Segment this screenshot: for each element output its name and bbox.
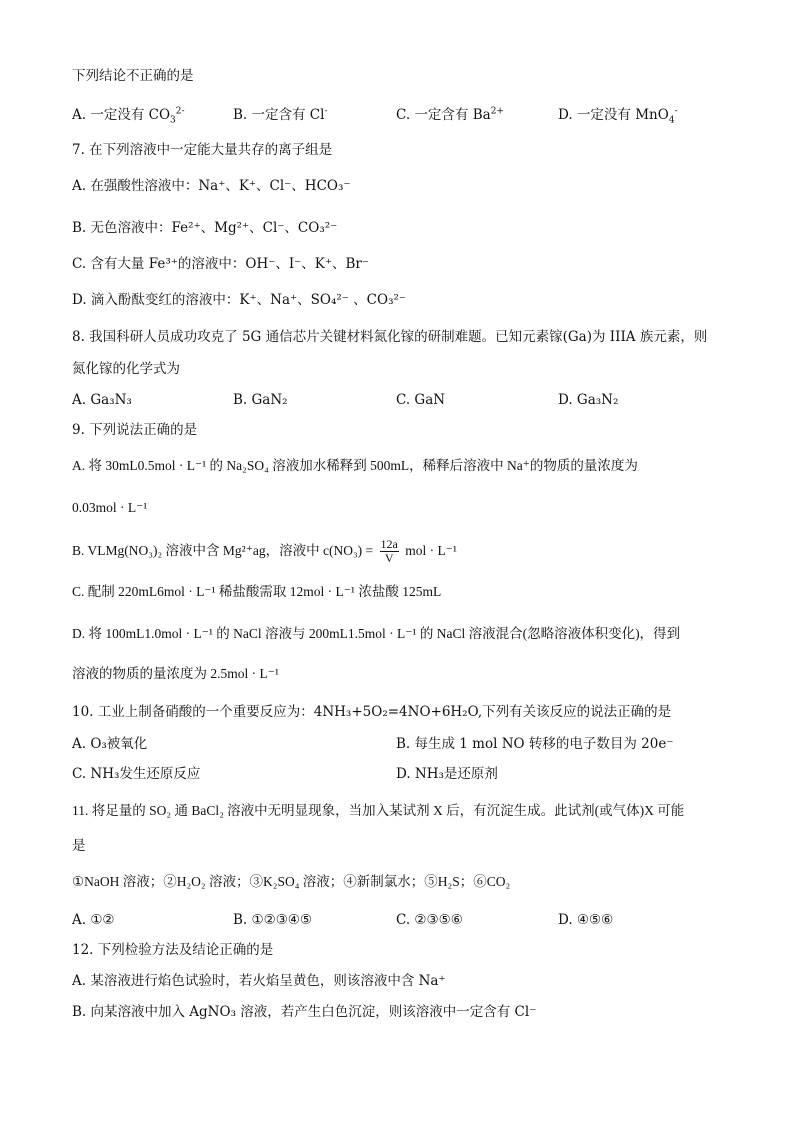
q7-option-d: D. 滴入酚酞变红的溶液中：K⁺、Na⁺、SO₄²⁻ 、CO₃²⁻: [72, 292, 407, 308]
q9-option-b: B. VLMg(NO₃)₂ 溶液中含 Mg²⁺ag，溶液中 c(NO₃) = $\frac{12a}{V}$ mol · L⁻¹: [72, 537, 457, 566]
q8-stem-line1: 8. 我国科研人员成功攻克了 5G 通信芯片关键材料氮化镓的研制难题。已知元素镓(Ga)为 IIIA 族元素，则: [72, 329, 708, 345]
q6-option-b: B. 一定含有 Cl-: [233, 106, 328, 123]
q6-option-c: C. 一定含有 $Ba^{2+}$: [396, 106, 504, 123]
q6-question-tail: 下列结论不正确的是: [72, 68, 194, 84]
q8-option-c: C. GaN: [396, 392, 446, 408]
q11-reagent-list: ①NaOH 溶液；②H₂O₂ 溶液；③K₂SO₄ 溶液；④新制氯水；⑤H₂S；⑥CO₂: [72, 874, 511, 889]
q7-option-a: A. 在强酸性溶液中：Na⁺、K⁺、Cl⁻、HCO₃⁻: [72, 178, 351, 194]
q9-option-c: C. 配制 220mL6mol · L⁻¹ 稀盐酸需取 12mol · L⁻¹ 浓盐酸 125mL: [72, 584, 442, 599]
q10-option-c: C. NH₃发生还原反应: [72, 766, 201, 782]
q10-option-b: B. 每生成 1 mol NO 转移的电子数目为 20e⁻: [396, 736, 674, 752]
q10-option-a: A. O₃被氧化: [72, 736, 148, 752]
q11-stem-line1: 11. 将足量的 SO₂ 通 BaCl₂ 溶液中无明显现象，当加入某试剂 X 后，有沉淀生成。此试剂(或气体)X 可能: [72, 803, 685, 818]
q10-stem: 10. 工业上制备硝酸的一个重要反应为：4NH₃+5O₂=4NO+6H₂O,下列有关该反应的说法正确的是: [72, 704, 672, 720]
q12-option-b: B. 向某溶液中加入 AgNO₃ 溶液，若产生白色沉淀，则该溶液中一定含有 Cl⁻: [72, 1004, 537, 1020]
q8-stem-line2: 氮化镓的化学式为: [72, 361, 180, 377]
q6-option-a: A. 一定没有 $CO_3^{2-}$: [72, 106, 185, 126]
q9-stem: 9. 下列说法正确的是: [72, 422, 198, 438]
q10-option-d: D. NH₃是还原剂: [396, 766, 498, 782]
q7-option-b: B. 无色溶液中：Fe²⁺、Mg²⁺、Cl⁻、CO₃²⁻: [72, 220, 338, 236]
q12-stem: 12. 下列检验方法及结论正确的是: [72, 942, 274, 958]
q9-option-a-line1: A. 将 30mL0.5mol · L⁻¹ 的 Na₂SO₄ 溶液加水稀释到 500mL，稀释后溶液中 Na⁺的物质的量浓度为: [72, 458, 638, 473]
q11-option-a: A. ①②: [72, 912, 115, 928]
q8-option-d: D. Ga₃N₂: [558, 392, 619, 408]
q6-option-d: D. 一定没有 MnO$_4$-: [558, 106, 678, 126]
q9-option-d-line1: D. 将 100mL1.0mol · L⁻¹ 的 NaCl 溶液与 200mL1.5mol · L⁻¹ 的 NaCl 溶液混合(忽略溶液体积变化)，得到: [72, 626, 681, 641]
q8-option-a: A. Ga₃N₃: [72, 392, 132, 408]
q11-option-b: B. ①②③④⑤: [233, 912, 313, 928]
q12-option-a: A. 某溶液进行焰色试验时，若火焰呈黄色，则该溶液中含 Na⁺: [72, 973, 446, 989]
q11-option-c: C. ②③⑤⑥: [396, 912, 463, 928]
fraction: $\frac{12a}{V}$: [380, 537, 398, 566]
q9-option-a-line2: 0.03mol · L⁻¹: [72, 500, 148, 515]
q7-option-c: C. 含有大量 Fe³⁺的溶液中：OH⁻、I⁻、K⁺、Br⁻: [72, 256, 370, 272]
q11-option-d: D. ④⑤⑥: [558, 912, 614, 928]
q7-stem: 7. 在下列溶液中一定能大量共存的离子组是: [72, 142, 333, 158]
q11-stem-line2: 是: [72, 838, 86, 854]
q8-option-b: B. GaN₂: [233, 392, 288, 408]
q9-option-d-line2: 溶液的物质的量浓度为 2.5mol · L⁻¹: [72, 666, 279, 681]
